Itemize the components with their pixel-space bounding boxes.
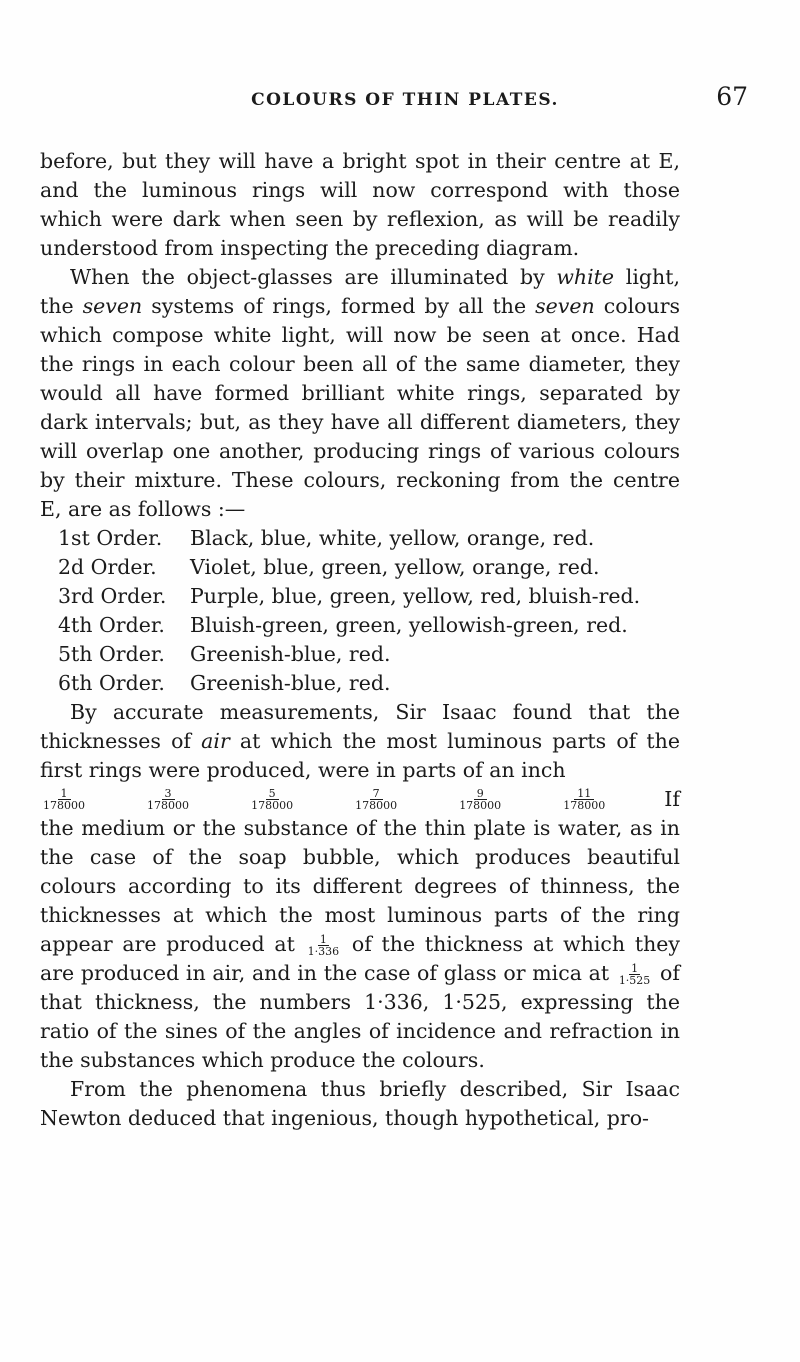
order-label: 3rd Order. [58, 584, 167, 608]
emphasis-seven: seven [535, 294, 595, 318]
fraction-denominator: 1·525 [618, 974, 651, 987]
order-row [58, 611, 680, 640]
page-header [40, 82, 760, 116]
fraction-line [40, 785, 680, 814]
fraction-numerator: 11 [574, 788, 594, 800]
emphasis-seven: seven [82, 294, 143, 318]
inline-fraction [619, 963, 651, 986]
paragraph-continuation: before, but they will have a bright spot in their centre at E, and the luminous rings will now correspond with those which were dark when seen by reflexion, as will be readily understood from inspecting the preceding diagram. [40, 149, 680, 260]
fraction-numerator: 5 [266, 788, 279, 800]
order-colours: Greenish-blue, red. [190, 671, 391, 695]
order-row [58, 640, 680, 669]
fraction [40, 788, 88, 811]
running-title: COLOURS OF THIN PLATES. [251, 90, 559, 110]
text-span: of that thickness, the numbers 1·336, 1·525, expressing the ratio of the sines of the angles of incidence and refraction in the substances which produce the colours. [40, 961, 680, 1072]
page-number: 67 [716, 82, 748, 111]
text-span: light, the [40, 265, 680, 318]
text-span: of the thickness at which they are produced in air, and in the case of glass or mica at [40, 932, 681, 985]
fraction [144, 788, 192, 811]
body-text [40, 147, 680, 1133]
fraction-numerator: 7 [370, 788, 383, 800]
paragraph-white-light [40, 263, 680, 524]
text-span: By accurate measurements, Sir Isaac found that the thicknesses of [40, 700, 680, 753]
text-span: colours which compose white light, will now be seen at once. Had the rings in each colour been all of the same diameter, they would all have formed brilliant white rings, separated by dark intervals; but, as they have all different diameters, they will overlap one another, producing rings of various colours by their mixture. These colours, reckoning from the centre E, are as follows :— [40, 294, 681, 521]
emphasis-air: air [201, 729, 230, 753]
emphasis-white: white [556, 265, 615, 289]
order-row [58, 669, 680, 698]
fraction-denominator: 178000 [355, 799, 398, 812]
fraction-numerator: 1 [631, 962, 639, 975]
paragraph-measurements [40, 698, 680, 785]
text-span: When the object-glasses are illuminated by [70, 265, 557, 289]
order-label: 1st Order. [58, 526, 163, 550]
fraction-denominator: 1·336 [307, 945, 340, 958]
fraction [352, 788, 400, 811]
order-label: 5th Order. [58, 642, 165, 666]
order-colours: Violet, blue, green, yellow, orange, red. [190, 555, 600, 579]
text-span: at which the most luminous parts of the first rings were produced, were in parts of an inch [40, 729, 680, 782]
order-label: 4th Order. [58, 613, 165, 637]
fraction-numerator: 1 [58, 788, 71, 800]
order-colours: Purple, blue, green, yellow, red, bluish-red. [190, 584, 641, 608]
fraction [248, 788, 296, 811]
order-label: 2d Order. [58, 555, 157, 579]
fraction [456, 788, 504, 811]
fraction [560, 788, 608, 811]
colour-orders-list [58, 524, 680, 698]
order-row [58, 524, 680, 553]
fraction-numerator: 3 [162, 788, 175, 800]
fraction-numerator: 1 [319, 933, 327, 946]
order-colours: Greenish-blue, red. [190, 642, 391, 666]
text-span: the medium or the substance of the thin plate is water, as in the case of the soap bubble, which produces beautiful colours according to its different degrees of thinness, the thicknesses at which the most luminous parts of the ring appear are produced at [40, 816, 680, 956]
order-colours: Bluish-green, green, yellowish-green, red. [190, 613, 628, 637]
order-row [58, 582, 680, 611]
fraction-denominator: 178000 [43, 799, 85, 812]
order-colours: Black, blue, white, yellow, orange, red. [190, 526, 595, 550]
text-span: systems of rings, formed by all the [142, 294, 536, 318]
fraction-denominator: 178000 [459, 799, 502, 812]
paragraph-water-glass [40, 814, 680, 1075]
inline-fraction [308, 934, 340, 957]
fraction-denominator: 178000 [563, 799, 606, 812]
fraction-numerator: 9 [474, 788, 487, 800]
order-label: 6th Order. [58, 671, 165, 695]
paragraph-newton: From the phenomena thus briefly described, Sir Isaac Newton deduced that ingenious, though hypothetical, pro- [40, 1077, 680, 1130]
fraction-line-end: If [664, 787, 680, 811]
fraction-denominator: 178000 [147, 799, 190, 812]
order-row [58, 553, 680, 582]
fraction-denominator: 178000 [251, 799, 294, 812]
